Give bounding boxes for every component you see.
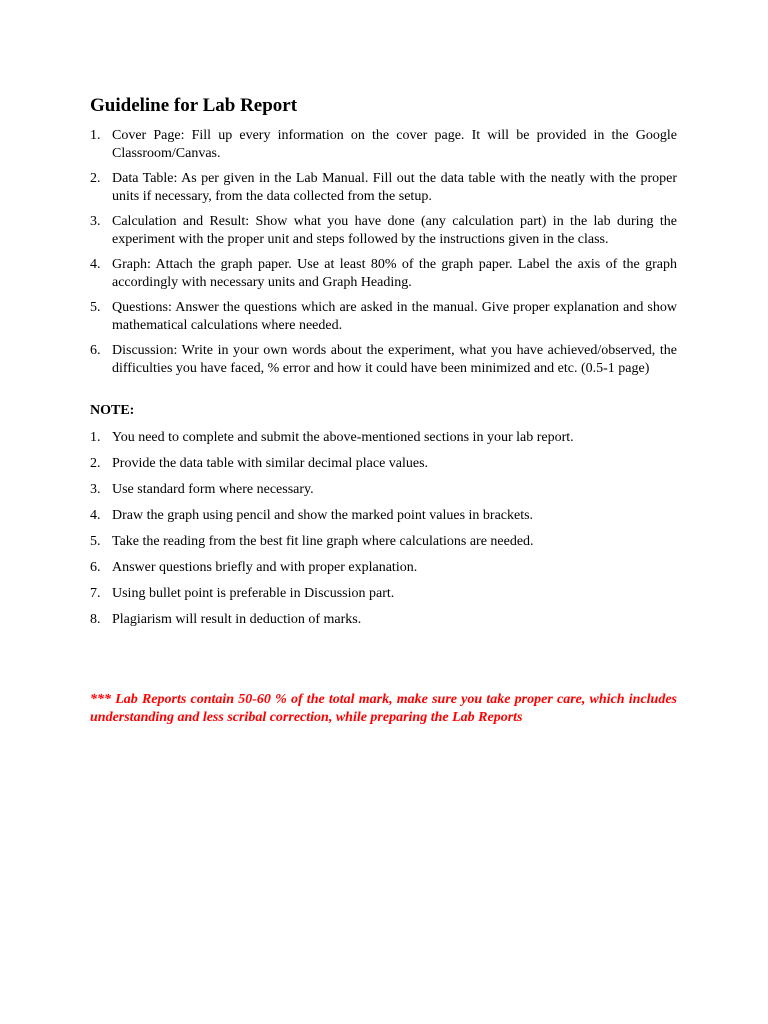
note-item-text: Provide the data table with similar decimal place values. xyxy=(112,456,429,471)
note-item xyxy=(90,429,677,447)
note-item xyxy=(90,533,677,551)
note-item-number: 5. xyxy=(90,534,101,549)
guideline-item-text: Graph: Attach the graph paper. Use at least 80% of the graph paper. Label the axis of the graph accordingly with necessary units and Graph Heading. xyxy=(112,257,677,290)
guideline-item xyxy=(90,213,677,249)
document-title: Guideline for Lab Report xyxy=(90,95,298,116)
note-item-text: Answer questions briefly and with proper explanation. xyxy=(112,560,418,575)
note-item xyxy=(90,455,677,473)
guideline-item-number: 6. xyxy=(90,343,101,358)
note-list xyxy=(90,429,677,629)
guideline-item xyxy=(90,299,677,335)
note-item-number: 3. xyxy=(90,482,101,497)
guideline-item-text: Calculation and Result: Show what you have done (any calculation part) in the lab during the experiment with the proper unit and steps followed by the instructions given in the class. xyxy=(112,214,677,247)
guideline-item-number: 5. xyxy=(90,300,101,315)
guideline-item xyxy=(90,342,677,378)
note-item-text: Draw the graph using pencil and show the marked point values in brackets. xyxy=(112,508,534,523)
guideline-item-number: 3. xyxy=(90,214,101,229)
guideline-item xyxy=(90,256,677,292)
guideline-item-text: Questions: Answer the questions which are asked in the manual. Give proper explanation and show mathematical calculations where needed. xyxy=(112,300,677,333)
note-item xyxy=(90,611,677,629)
guideline-item xyxy=(90,170,677,206)
note-item-text: Using bullet point is preferable in Discussion part. xyxy=(112,586,395,601)
note-item xyxy=(90,585,677,603)
note-item xyxy=(90,481,677,499)
document-page xyxy=(90,94,677,741)
note-item-text: Plagiarism will result in deduction of marks. xyxy=(112,612,362,627)
note-heading: NOTE: xyxy=(90,403,135,418)
note-item xyxy=(90,507,677,525)
guideline-item-number: 2. xyxy=(90,171,101,186)
guideline-item-number: 1. xyxy=(90,128,101,143)
note-item xyxy=(90,559,677,577)
note-item-number: 2. xyxy=(90,456,101,471)
note-item-text: Use standard form where necessary. xyxy=(112,482,314,497)
note-item-text: Take the reading from the best fit line graph where calculations are needed. xyxy=(112,534,534,549)
note-item-number: 8. xyxy=(90,612,101,627)
guideline-item-number: 4. xyxy=(90,257,101,272)
guideline-item-text: Data Table: As per given in the Lab Manual. Fill out the data table with the neatly with the proper units if necessary, from the data collected from the setup. xyxy=(112,171,677,204)
guideline-item xyxy=(90,127,677,163)
note-item-text: You need to complete and submit the above-mentioned sections in your lab report. xyxy=(112,430,574,445)
lab-report-warning: *** Lab Reports contain 50-60 % of the total mark, make sure you take proper care, which includes understanding and less scribal correction, while preparing the Lab Reports xyxy=(90,692,677,725)
note-item-number: 6. xyxy=(90,560,101,575)
guideline-item-text: Discussion: Write in your own words about the experiment, what you have achieved/observed, the difficulties you have faced, % error and how it could have been minimized and etc. (0.5-1 page) xyxy=(112,343,677,376)
guideline-list xyxy=(90,127,677,378)
note-item-number: 7. xyxy=(90,586,101,601)
note-item-number: 1. xyxy=(90,430,101,445)
guideline-item-text: Cover Page: Fill up every information on the cover page. It will be provided in the Google Classroom/Canvas. xyxy=(112,128,677,161)
note-item-number: 4. xyxy=(90,508,101,523)
